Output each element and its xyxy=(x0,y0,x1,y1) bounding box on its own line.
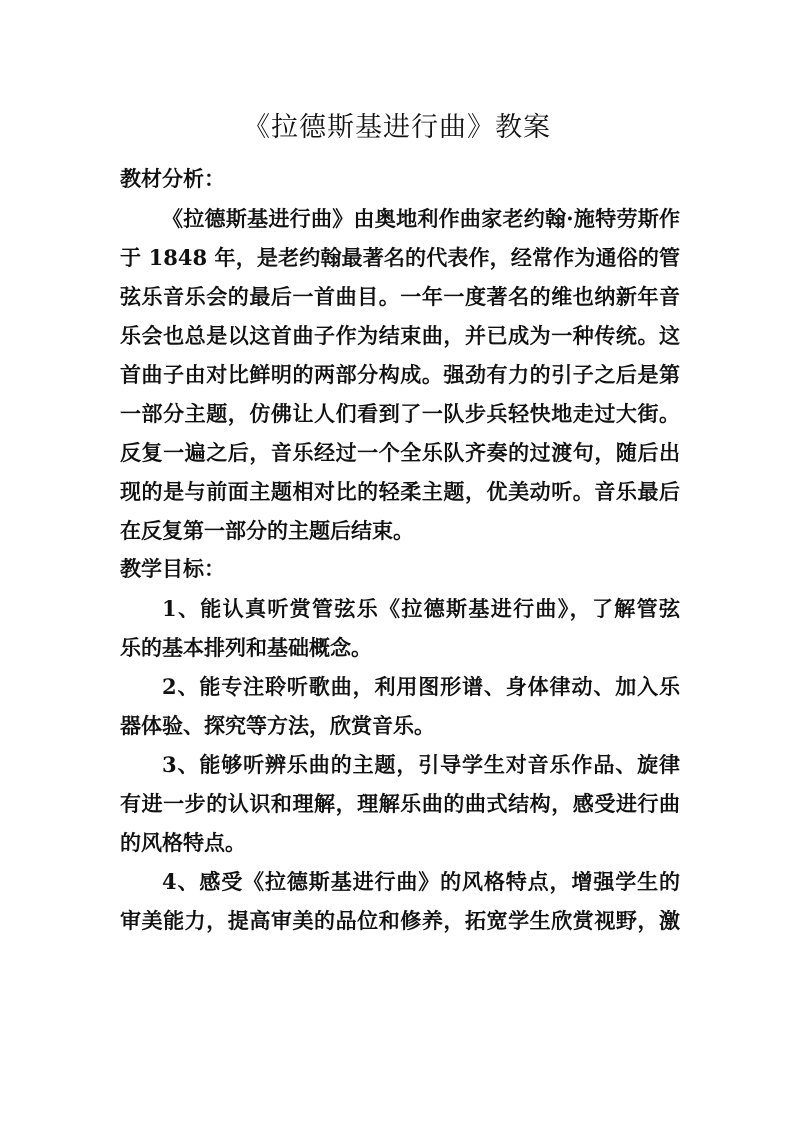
paragraph-line: 在反复第一部分的主题后结束。 xyxy=(120,518,414,543)
objective-line: 乐的基本排列和基础概念。 xyxy=(120,635,372,660)
objective-item-3 xyxy=(120,745,680,862)
document-title: 《拉德斯基进行曲》教案 xyxy=(243,112,551,143)
objective-line: 有进一步的认识和理解，理解乐曲的曲式结构，感受进行曲 xyxy=(120,791,680,816)
objective-item-4 xyxy=(120,862,680,940)
paragraph-line: 《拉德斯基进行曲》由奥地利作曲家老约翰·施特劳斯作 xyxy=(162,206,680,231)
paragraph-line: 于 1848 年，是老约翰最著名的代表作，经常作为通俗的管 xyxy=(120,245,680,270)
paragraph-line: 一部分主题，仿佛让人们看到了一队步兵轻快地走过大街。 xyxy=(120,401,680,426)
objective-line: 的风格特点。 xyxy=(120,830,246,855)
objective-item-2 xyxy=(120,667,680,745)
paragraph-line: 现的是与前面主题相对比的轻柔主题，优美动听。音乐最后 xyxy=(120,479,680,504)
paragraph-line: 首曲子由对比鲜明的两部分构成。强劲有力的引子之后是第 xyxy=(120,362,680,387)
objective-line: 1、能认真听赏管弦乐《拉德斯基进行曲》，了解管弦 xyxy=(162,596,680,621)
objective-line: 4、感受《拉德斯基进行曲》的风格特点，增强学生的 xyxy=(162,869,680,894)
objective-item-1 xyxy=(120,589,680,667)
objective-line: 2、能专注聆听歌曲，利用图形谱、身体律动、加入乐 xyxy=(162,674,680,699)
document-body xyxy=(120,160,680,940)
section-heading-objectives: 教学目标： xyxy=(120,557,225,581)
objective-line: 器体验、探究等方法，欣赏音乐。 xyxy=(120,713,435,738)
analysis-paragraph xyxy=(120,199,680,550)
paragraph-line: 乐会也总是以这首曲子作为结束曲，并已成为一种传统。这 xyxy=(120,323,680,348)
paragraph-line: 反复一遍之后，音乐经过一个全乐队齐奏的过渡句，随后出 xyxy=(120,440,680,465)
paragraph-line: 弦乐音乐会的最后一首曲目。一年一度著名的维也纳新年音 xyxy=(120,284,680,309)
objective-line: 3、能够听辨乐曲的主题，引导学生对音乐作品、旋律 xyxy=(162,752,680,777)
section-heading-analysis: 教材分析： xyxy=(120,167,225,191)
objective-line: 审美能力，提高审美的品位和修养，拓宽学生欣赏视野，激 xyxy=(120,908,680,933)
